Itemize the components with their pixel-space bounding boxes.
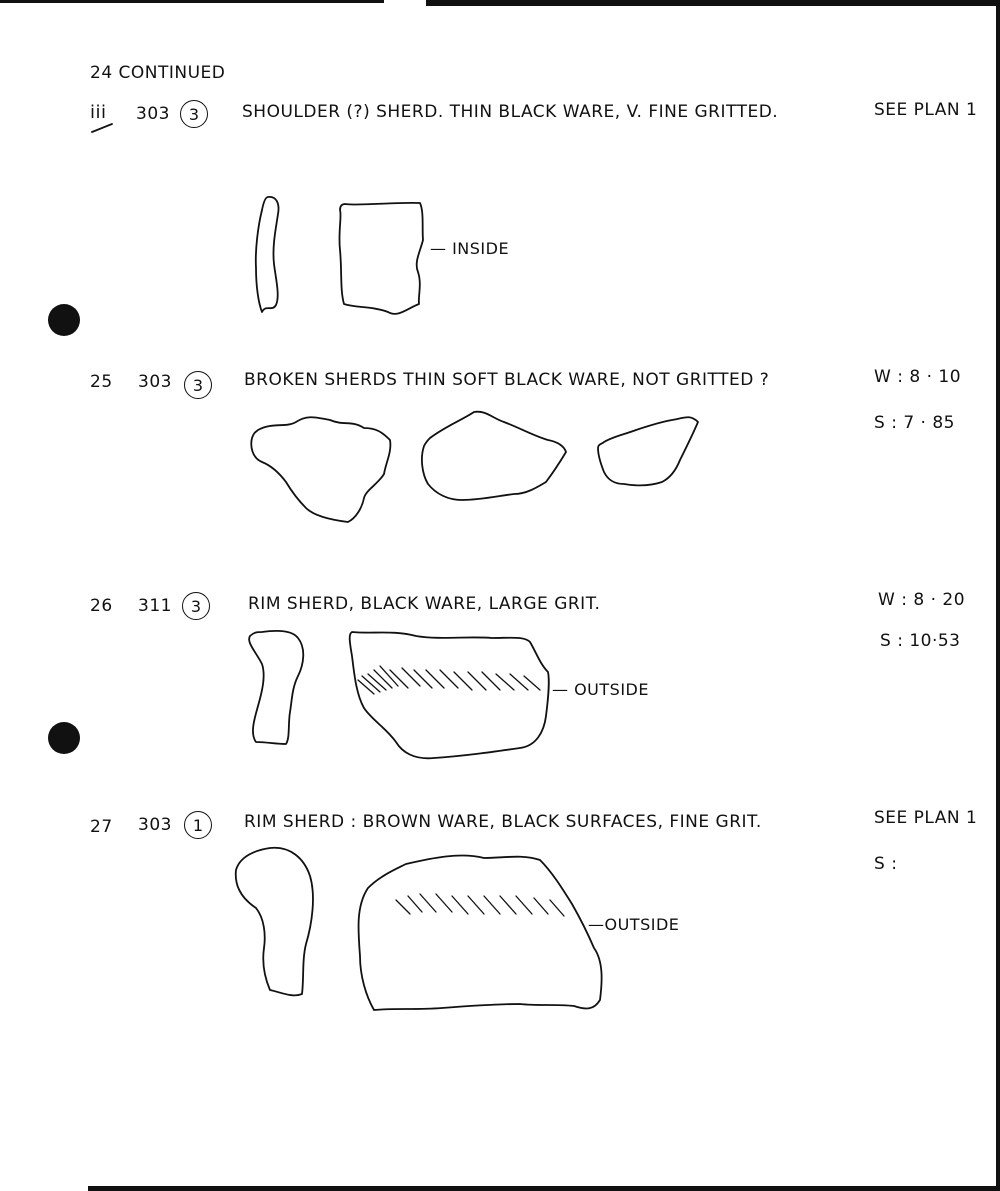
label-outside: —OUTSIDE: [588, 915, 680, 934]
sherd-face-26: [350, 632, 549, 758]
side-note-s: S : 10·53: [880, 631, 961, 651]
side-note-s: S : 7 · 85: [874, 413, 955, 433]
context-number: 303: [138, 372, 172, 392]
hatching-27: [396, 894, 564, 916]
layer-circle: 1: [184, 811, 212, 839]
entry-number: 26: [90, 596, 113, 616]
entry-description: RIM SHERD, BLACK WARE, LARGE GRIT.: [248, 594, 601, 614]
sherd-section-iii: [256, 197, 279, 312]
sherd-section-27: [236, 848, 313, 996]
sherd-25-c: [598, 417, 698, 485]
context-number: 303: [136, 104, 170, 124]
entry-description: SHOULDER (?) SHERD. THIN BLACK WARE, V. FINE GRITTED.: [242, 102, 779, 122]
layer-circle: 3: [184, 371, 212, 399]
context-number: 303: [138, 815, 172, 835]
side-note-s: S :: [874, 854, 898, 874]
hatching-26: [358, 666, 540, 694]
sherd-face-27: [358, 856, 601, 1010]
entry-number: iii: [90, 102, 107, 123]
entry-number: 25: [90, 372, 113, 392]
header-continued: 24 CONTINUED: [90, 63, 226, 83]
side-note-plan: SEE PLAN 1: [874, 100, 978, 120]
entry-number-underline: [92, 124, 112, 132]
layer-circle: 3: [182, 592, 210, 620]
label-outside: — OUTSIDE: [552, 680, 649, 699]
sherd-section-26: [249, 631, 303, 744]
side-note-plan: SEE PLAN 1: [874, 808, 978, 828]
label-inside: — INSIDE: [430, 239, 510, 258]
sherd-25-a: [251, 417, 390, 522]
entry-description: BROKEN SHERDS THIN SOFT BLACK WARE, NOT GRITTED ?: [244, 370, 770, 390]
side-note-weight: W : 8 · 20: [878, 590, 966, 610]
layer-circle: 3: [180, 100, 208, 128]
context-number: 311: [138, 596, 172, 616]
sherd-25-b: [422, 412, 566, 500]
side-note-weight: W : 8 · 10: [874, 367, 962, 387]
entry-description: RIM SHERD : BROWN WARE, BLACK SURFACES, FINE GRIT.: [244, 812, 762, 832]
entry-number: 27: [90, 817, 113, 837]
sherd-face-iii: [339, 203, 423, 314]
